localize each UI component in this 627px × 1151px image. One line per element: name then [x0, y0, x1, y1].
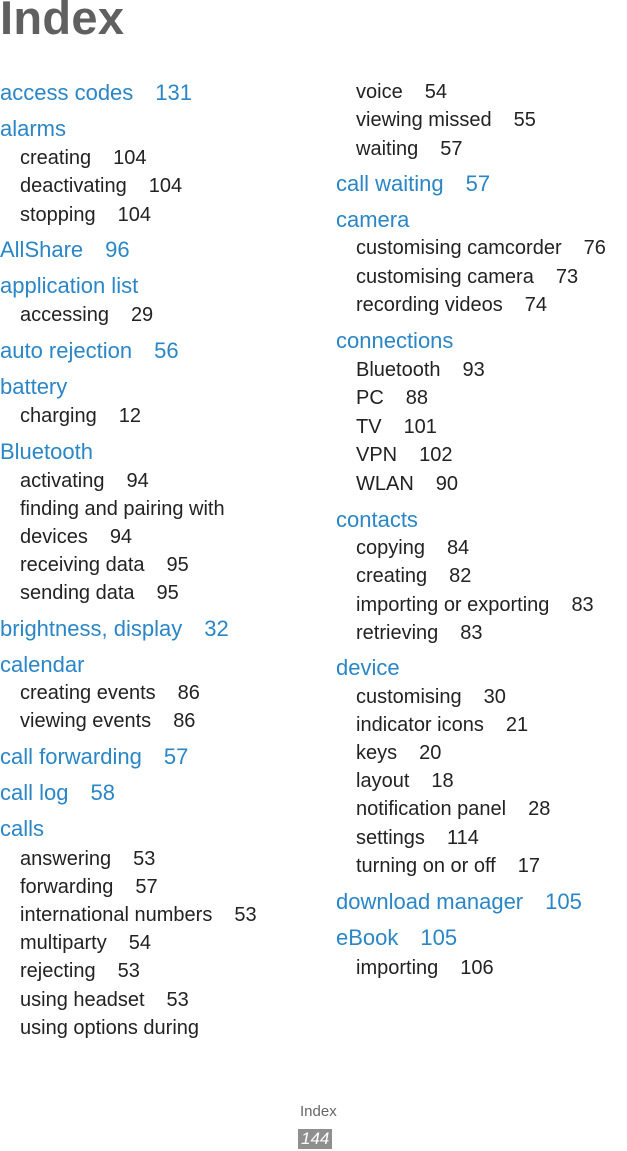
index-subentry [20, 583, 179, 603]
index-subentry [356, 856, 540, 876]
index-term: settings [356, 827, 425, 849]
index-heading [0, 118, 66, 140]
index-page-ref: 83 [571, 594, 594, 616]
index-term: download manager [336, 889, 524, 914]
index-term: creating [356, 565, 428, 587]
index-heading [0, 376, 67, 398]
page-number-badge: 144 [298, 1129, 332, 1149]
index-page-ref: 105 [545, 889, 582, 914]
index-subentry [20, 148, 147, 168]
index-page-ref: 106 [460, 957, 494, 979]
index-subentry [356, 417, 437, 437]
index-subentry [356, 743, 441, 763]
index-subentry [356, 595, 594, 615]
index-page-ref: 94 [126, 470, 149, 492]
index-subentry [356, 799, 550, 819]
index-subentry [20, 471, 149, 491]
index-heading [0, 340, 179, 362]
index-heading [0, 654, 84, 676]
index-heading [336, 509, 418, 531]
index-page-ref: 82 [449, 565, 472, 587]
index-term: activating [20, 470, 105, 492]
index-term: importing [356, 957, 439, 979]
index-term: viewing events [20, 710, 152, 732]
index-heading [336, 173, 490, 195]
index-page-ref: 101 [403, 416, 437, 438]
index-page-ref: 28 [528, 798, 551, 820]
index-term: layout [356, 770, 410, 792]
index-subentry [20, 205, 151, 225]
index-term: call forwarding [0, 744, 142, 769]
index-term: turning on or off [356, 855, 496, 877]
index-term: devices [20, 526, 88, 548]
index-term: using options during [20, 1017, 200, 1039]
index-term: indicator icons [356, 714, 484, 736]
index-heading [336, 891, 582, 913]
index-page-ref: 86 [173, 710, 196, 732]
index-subentry [20, 849, 155, 869]
index-heading [0, 782, 115, 804]
index-page-ref: 105 [420, 925, 458, 950]
index-subentry [356, 958, 494, 978]
index-page-ref: 53 [234, 904, 257, 926]
index-page-ref: 84 [446, 537, 470, 559]
index-term: auto rejection [0, 338, 133, 363]
index-term: multiparty [20, 932, 107, 954]
index-subentry [356, 538, 469, 558]
index-subentry [356, 139, 463, 159]
index-term: finding and pairing with [20, 498, 225, 520]
index-heading [0, 618, 229, 640]
index-term: battery [0, 374, 68, 399]
index-term: application list [0, 273, 139, 298]
index-subentry [20, 176, 182, 196]
index-heading [0, 82, 192, 104]
index-subentry [20, 877, 158, 897]
footer-section-label: Index [300, 1103, 337, 1120]
index-term: customising camera [356, 266, 534, 288]
index-term: PC [356, 387, 384, 409]
index-term: VPN [356, 444, 398, 466]
index-term: answering [20, 848, 112, 870]
index-term: call waiting [336, 171, 444, 196]
index-subentry [20, 961, 140, 981]
index-heading [0, 746, 188, 768]
index-heading [336, 330, 453, 352]
index-page-ref: 104 [148, 175, 183, 197]
index-page-ref: 114 [446, 827, 479, 849]
index-page-ref: 57 [163, 744, 189, 769]
index-subentry [356, 474, 458, 494]
index-subentry [356, 445, 453, 465]
index-subentry [20, 933, 151, 953]
index-term: waiting [356, 138, 419, 160]
index-term: notification panel [356, 798, 507, 820]
index-page-ref: 86 [177, 682, 200, 704]
index-subentry [356, 715, 528, 735]
index-subentry [20, 555, 189, 575]
index-term: WLAN [356, 473, 414, 495]
index-term: Bluetooth [0, 439, 93, 464]
index-page-ref: 53 [117, 960, 140, 982]
index-subentry [356, 771, 454, 791]
index-term: receiving data [20, 554, 145, 576]
index-term: recording videos [356, 294, 503, 316]
index-page-ref: 104 [117, 204, 151, 226]
page-title: Index [0, 0, 125, 44]
index-term: brightness, display [0, 616, 183, 641]
index-page-ref: 76 [583, 237, 606, 259]
index-term: forwarding [20, 876, 114, 898]
index-page-ref: 57 [135, 876, 158, 898]
index-term: call log [0, 780, 69, 805]
index-term: deactivating [20, 175, 127, 197]
index-subentry [20, 499, 225, 519]
index-page-ref: 53 [166, 989, 189, 1011]
index-term: Bluetooth [356, 359, 441, 381]
index-term: calendar [0, 652, 85, 677]
index-term: viewing missed [356, 109, 492, 131]
index-page-ref: 17 [517, 855, 540, 877]
index-page-ref: 131 [155, 80, 193, 105]
index-term: AllShare [0, 237, 84, 262]
index-term: creating [20, 147, 92, 169]
index-subentry [356, 388, 428, 408]
index-heading [0, 818, 44, 840]
index-term: eBook [336, 925, 399, 950]
index-subentry [356, 623, 483, 643]
index-term: alarms [0, 116, 67, 141]
index-subentry [356, 238, 606, 258]
index-page-ref: 95 [156, 582, 179, 604]
index-term: using headset [20, 989, 145, 1011]
index-subentry [20, 527, 132, 547]
index-term: device [336, 655, 400, 680]
index-term: charging [20, 405, 97, 427]
index-page-ref: 29 [130, 304, 154, 326]
index-page-ref: 55 [513, 109, 536, 131]
index-page-ref: 56 [154, 338, 179, 363]
index-term: voice [356, 81, 403, 103]
index-term: connections [336, 328, 454, 353]
index-page-ref: 58 [90, 780, 115, 805]
index-term: calls [0, 816, 45, 841]
index-page-ref: 20 [419, 742, 442, 764]
index-page-ref: 94 [109, 526, 133, 548]
index-term: sending data [20, 582, 135, 604]
index-term: TV [356, 416, 382, 438]
index-page-ref: 32 [204, 616, 229, 641]
index-heading [336, 927, 457, 949]
index-page-ref: 57 [465, 171, 491, 196]
index-heading [0, 239, 130, 261]
index-term: keys [356, 742, 398, 764]
index-page-ref: 90 [435, 473, 459, 495]
index-page-ref: 53 [133, 848, 156, 870]
index-page-ref: 104 [113, 147, 147, 169]
index-page-ref: 18 [431, 770, 454, 792]
index-subentry [356, 566, 471, 586]
index-subentry [20, 1018, 199, 1038]
index-term: camera [336, 207, 410, 232]
index-heading [0, 275, 138, 297]
index-subentry [356, 110, 536, 130]
index-subentry [356, 82, 447, 102]
index-term: access codes [0, 80, 134, 105]
index-subentry [20, 990, 189, 1010]
index-page-ref: 57 [440, 138, 463, 160]
index-term: customising camcorder [356, 237, 562, 259]
index-page-ref: 96 [105, 237, 130, 262]
index-page-ref: 73 [555, 266, 579, 288]
index-term: customising [356, 686, 462, 708]
index-heading [336, 657, 400, 679]
index-heading [336, 209, 409, 231]
index-subentry [356, 295, 547, 315]
index-term: accessing [20, 304, 109, 326]
index-page-ref: 12 [118, 405, 141, 427]
index-subentry [356, 828, 479, 848]
index-subentry [356, 360, 485, 380]
index-term: copying [356, 537, 425, 559]
index-term: creating events [20, 682, 156, 704]
index-term: international numbers [20, 904, 213, 926]
index-subentry [20, 905, 257, 925]
index-subentry [20, 305, 153, 325]
index-page-ref: 95 [166, 554, 189, 576]
index-page-ref: 93 [462, 359, 485, 381]
index-term: contacts [336, 507, 418, 532]
index-page-ref: 54 [424, 81, 447, 103]
index-term: rejecting [20, 960, 96, 982]
index-page-ref: 102 [419, 444, 453, 466]
index-page-ref: 74 [524, 294, 547, 316]
index-heading [0, 441, 93, 463]
index-subentry [356, 267, 578, 287]
index-page-ref: 54 [128, 932, 151, 954]
index-term: retrieving [356, 622, 439, 644]
index-page-ref: 30 [483, 686, 506, 708]
index-page-ref: 83 [460, 622, 483, 644]
index-subentry [20, 406, 141, 426]
index-term: importing or exporting [356, 594, 550, 616]
index-page-ref: 21 [505, 714, 529, 736]
index-page-ref: 88 [405, 387, 429, 409]
index-subentry [20, 683, 200, 703]
index-term: stopping [20, 204, 96, 226]
index-subentry [356, 687, 506, 707]
index-subentry [20, 711, 195, 731]
